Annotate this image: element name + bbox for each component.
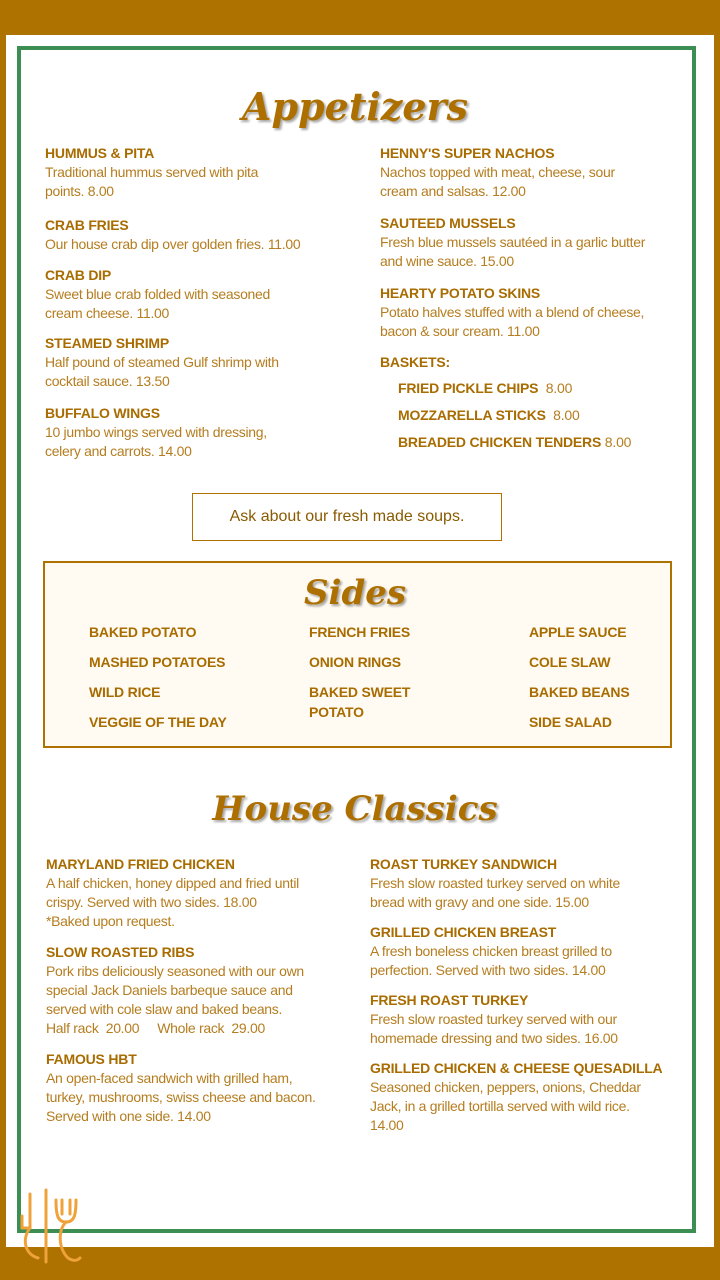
- item-description: A half chicken, honey dipped and fried until: [46, 875, 299, 891]
- side-item: POTATO: [309, 704, 364, 720]
- menu-item: [370, 923, 680, 980]
- item-description: Jack, in a grilled tortilla served with wild rice.: [370, 1098, 630, 1114]
- sides-title: Sides: [303, 573, 407, 613]
- item-description: cream cheese. 11.00: [45, 305, 170, 321]
- item-description: Sweet blue crab folded with seasoned: [45, 286, 271, 302]
- menu-item: [370, 855, 680, 912]
- side-item: MASHED POTATOES: [89, 654, 226, 670]
- item-description: special Jack Daniels barbeque sauce and: [46, 982, 293, 998]
- menu-item: [45, 144, 345, 201]
- menu-item: [46, 1050, 346, 1126]
- item-name: STEAMED SHRIMP: [45, 335, 169, 351]
- menu-item: [380, 214, 680, 271]
- item-name: ROAST TURKEY SANDWICH: [370, 856, 557, 872]
- menu-item: [370, 1059, 685, 1135]
- side-item: BAKED SWEET: [309, 684, 411, 700]
- item-description: Seasoned chicken, peppers, onions, Cheddar: [370, 1079, 641, 1095]
- basket-price: 8.00: [553, 407, 580, 423]
- menu-item: [45, 216, 345, 254]
- side-item: VEGGIE OF THE DAY: [89, 714, 227, 730]
- item-description: perfection. Served with two sides. 14.00: [370, 962, 606, 978]
- item-name: FAMOUS HBT: [46, 1051, 137, 1067]
- basket-name: FRIED PICKLE CHIPS: [398, 380, 539, 396]
- fork-knife-logo-icon: [18, 1186, 88, 1266]
- menu-item: [380, 144, 680, 201]
- item-description: and wine sauce. 15.00: [380, 253, 514, 269]
- item-description: crispy. Served with two sides. 18.00: [46, 894, 257, 910]
- house-classics-title: House Classics: [212, 789, 498, 829]
- item-name: SAUTEED MUSSELS: [380, 215, 516, 231]
- item-description: Fresh blue mussels sautéed in a garlic butter: [380, 234, 646, 250]
- side-item: BAKED POTATO: [89, 624, 197, 640]
- item-name: MARYLAND FRIED CHICKEN: [46, 856, 235, 872]
- item-description: Potato halves stuffed with a blend of cheese,: [380, 304, 645, 320]
- item-description: cream and salsas. 12.00: [380, 183, 526, 199]
- item-name: CRAB FRIES: [45, 217, 129, 233]
- item-name: CRAB DIP: [45, 267, 112, 283]
- menu-item: [45, 404, 345, 461]
- item-name: HEARTY POTATO SKINS: [380, 285, 541, 301]
- item-description: Fresh slow roasted turkey served on white: [370, 875, 620, 891]
- item-description: turkey, mushrooms, swiss cheese and bacon.: [46, 1089, 316, 1105]
- item-name: FRESH ROAST TURKEY: [370, 992, 529, 1008]
- basket-name: MOZZARELLA STICKS: [398, 407, 546, 423]
- item-description: 14.00: [370, 1117, 404, 1133]
- item-description: Nachos topped with meat, cheese, sour: [380, 164, 615, 180]
- item-description: An open-faced sandwich with grilled ham,: [46, 1070, 293, 1086]
- item-name: HUMMUS & PITA: [45, 145, 155, 161]
- menu-item: [45, 334, 345, 391]
- menu-item: [370, 991, 680, 1048]
- item-description: bacon & sour cream. 11.00: [380, 323, 540, 339]
- item-description: Served with one side. 14.00: [46, 1108, 211, 1124]
- item-description: homemade dressing and two sides. 16.00: [370, 1030, 618, 1046]
- side-item: SIDE SALAD: [529, 714, 612, 730]
- side-item: COLE SLAW: [529, 654, 611, 670]
- basket-name: BREADED CHICKEN TENDERS: [398, 434, 602, 450]
- menu-item: [45, 266, 345, 323]
- item-description: 10 jumbo wings served with dressing,: [45, 424, 267, 440]
- appetizers-title: Appetizers: [242, 84, 468, 129]
- basket-price: 8.00: [604, 434, 632, 450]
- side-item: APPLE SAUCE: [529, 624, 627, 640]
- item-description: bread with gravy and one side. 15.00: [370, 894, 589, 910]
- item-name: HENNY'S SUPER NACHOS: [380, 145, 555, 161]
- item-description: cocktail sauce. 13.50: [45, 373, 170, 389]
- menu-item: [46, 855, 346, 931]
- item-description: Half rack 20.00 Whole rack 29.00: [46, 1020, 265, 1036]
- basket-price: 8.00: [545, 380, 573, 396]
- item-name: GRILLED CHICKEN & CHEESE QUESADILLA: [370, 1060, 663, 1076]
- item-name: SLOW ROASTED RIBS: [46, 944, 195, 960]
- menu-item: [380, 284, 680, 341]
- item-description: celery and carrots. 14.00: [45, 443, 192, 459]
- basket-item: [398, 379, 572, 398]
- item-description: *Baked upon request.: [46, 913, 175, 929]
- side-item: FRENCH FRIES: [309, 624, 411, 640]
- item-description: served with cole slaw and baked beans.: [46, 1001, 283, 1017]
- side-item: WILD RICE: [89, 684, 161, 700]
- item-description: Pork ribs deliciously seasoned with our own: [46, 963, 304, 979]
- menu-item: [46, 943, 346, 1038]
- item-description: A fresh boneless chicken breast grilled to: [370, 943, 612, 959]
- item-description: Traditional hummus served with pita: [45, 164, 259, 180]
- item-name: BUFFALO WINGS: [45, 405, 160, 421]
- item-description: points. 8.00: [45, 183, 114, 199]
- baskets-label: BASKETS:: [380, 354, 450, 370]
- side-item: BAKED BEANS: [529, 684, 630, 700]
- item-description: Our house crab dip over golden fries. 11.00: [45, 236, 301, 252]
- basket-item: [398, 433, 631, 452]
- item-description: Half pound of steamed Gulf shrimp with: [45, 354, 279, 370]
- basket-item: [398, 406, 580, 425]
- item-name: GRILLED CHICKEN BREAST: [370, 924, 557, 940]
- side-item: ONION RINGS: [309, 654, 401, 670]
- item-description: Fresh slow roasted turkey served with our: [370, 1011, 617, 1027]
- soup-note: Ask about our fresh made soups.: [192, 493, 502, 541]
